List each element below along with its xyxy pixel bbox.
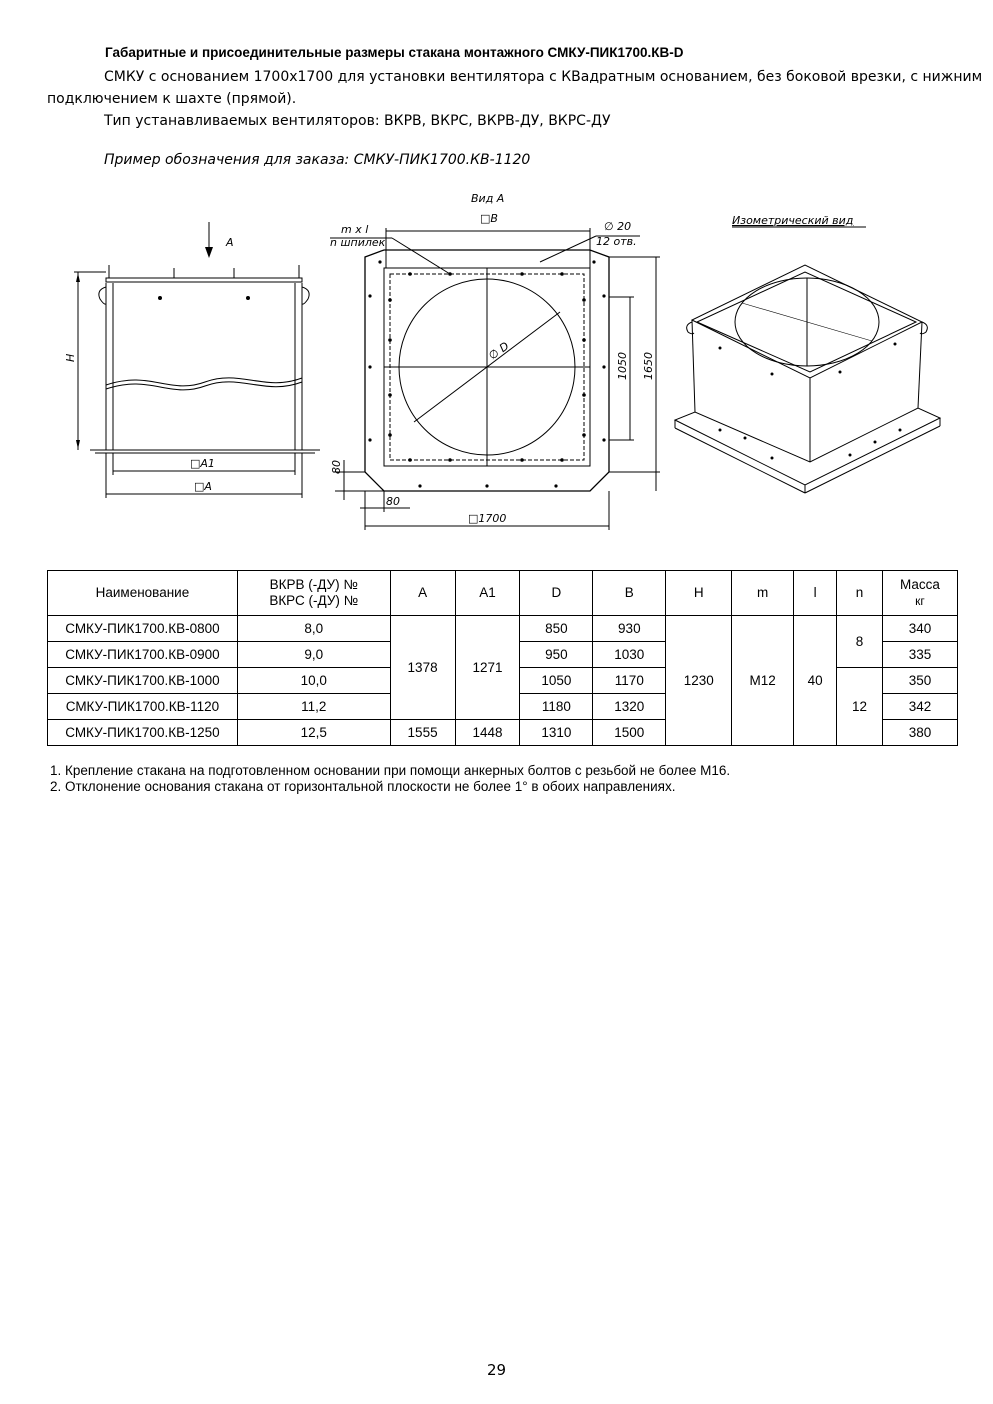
cell-a: 1378	[390, 616, 455, 720]
view-a-label: Вид A	[471, 192, 505, 205]
cell-d: 1180	[520, 694, 593, 720]
cell-d: 1310	[520, 720, 593, 746]
cell-fan: 11,2	[237, 694, 390, 720]
cell-mass: 380	[882, 720, 957, 746]
dimensions-table	[47, 570, 958, 746]
header-b: B	[593, 571, 666, 616]
cell-name: СМКУ-ПИК1700.КВ-0800	[48, 616, 238, 642]
cell-b: 1500	[593, 720, 666, 746]
cell-b: 1170	[593, 668, 666, 694]
note-2: 2. Отклонение основания стакана от горизонтальной плоскости не более 1° в обоих направлениях.	[50, 779, 676, 794]
cell-mass: 342	[882, 694, 957, 720]
cell-name: СМКУ-ПИК1700.КВ-1120	[48, 694, 238, 720]
cell-h: 1230	[666, 616, 732, 746]
header-n: n	[837, 571, 883, 616]
cell-d: 850	[520, 616, 593, 642]
header-l: l	[794, 571, 837, 616]
table-header-row	[48, 571, 958, 616]
note-1: 1. Крепление стакана на подготовленном основании при помощи анкерных болтов с резьбой не более М16.	[50, 763, 731, 778]
header-a: A	[390, 571, 455, 616]
cell-a1: 1448	[455, 720, 520, 746]
cell-d: 950	[520, 642, 593, 668]
isometric-view-label: Изометрический вид	[732, 214, 854, 227]
header-a1: A1	[455, 571, 520, 616]
cell-fan: 10,0	[237, 668, 390, 694]
cell-n: 8	[837, 616, 883, 668]
cell-fan: 9,0	[237, 642, 390, 668]
cell-a: 1555	[390, 720, 455, 746]
cell-mass: 350	[882, 668, 957, 694]
order-example-text: Пример обозначения для заказа: СМКУ-ПИК1700.КВ-1120	[104, 152, 531, 168]
isometric-view	[675, 214, 940, 493]
header-fan-number: ВКРВ (-ДУ) № ВКРС (-ДУ) №	[237, 571, 390, 616]
a-dim-label: □A	[194, 480, 212, 493]
technical-drawing	[0, 180, 993, 560]
header-m: m	[732, 571, 794, 616]
dim-1700-label: □1700	[468, 512, 507, 525]
plan-view	[330, 192, 660, 530]
cell-name: СМКУ-ПИК1700.КВ-0900	[48, 642, 238, 668]
dim-1050-label: 1050	[616, 352, 629, 380]
page-heading: Габаритные и присоединительные размеры стакана монтажного СМКУ-ПИК1700.КВ-D	[105, 45, 684, 60]
cell-fan: 12,5	[237, 720, 390, 746]
header-d: D	[520, 571, 593, 616]
cell-l: 40	[794, 616, 837, 746]
page-number: 29	[486, 1361, 507, 1379]
height-dim-label: H	[64, 353, 77, 362]
cell-b: 930	[593, 616, 666, 642]
cell-name: СМКУ-ПИК1700.КВ-1000	[48, 668, 238, 694]
header-name: Наименование	[48, 571, 238, 616]
cell-m: M12	[732, 616, 794, 746]
cell-n: 12	[837, 668, 883, 746]
hole-diameter-label: ∅ 20	[604, 220, 632, 233]
description-line-1: СМКУ с основанием 1700х1700 для установки вентилятора с КВадратным основанием, без боковой врезки, с нижним	[104, 69, 983, 85]
header-mass: Масса кг	[882, 571, 957, 616]
cell-a1: 1271	[455, 616, 520, 720]
cell-d: 1050	[520, 668, 593, 694]
cell-b: 1030	[593, 642, 666, 668]
header-h: H	[666, 571, 732, 616]
view-arrow-label: A	[226, 236, 234, 249]
dim-1650-label: 1650	[642, 352, 655, 380]
cell-mass: 335	[882, 642, 957, 668]
notes	[50, 763, 730, 795]
b-dim-label: □B	[480, 212, 498, 225]
cell-mass: 340	[882, 616, 957, 642]
d-dim-label: ∅ D	[486, 339, 512, 363]
a1-dim-label: □A1	[190, 457, 215, 470]
hole-count-label: 12 отв.	[596, 235, 637, 248]
cell-name: СМКУ-ПИК1700.КВ-1250	[48, 720, 238, 746]
fan-types-text: Тип устанавливаемых вентиляторов: ВКРВ, ВКРС, ВКРВ-ДУ, ВКРС-ДУ	[104, 113, 611, 129]
description-line-2: подключением к шахте (прямой).	[47, 91, 297, 107]
dim-80-horizontal-label: 80	[386, 495, 400, 508]
cell-b: 1320	[593, 694, 666, 720]
front-view	[64, 222, 320, 498]
table-row	[48, 616, 958, 642]
stud-count-label-2: n шпилек	[330, 236, 386, 249]
stud-count-label-1: m x l	[341, 223, 369, 236]
dim-80-vertical-label: 80	[330, 460, 343, 474]
cell-fan: 8,0	[237, 616, 390, 642]
